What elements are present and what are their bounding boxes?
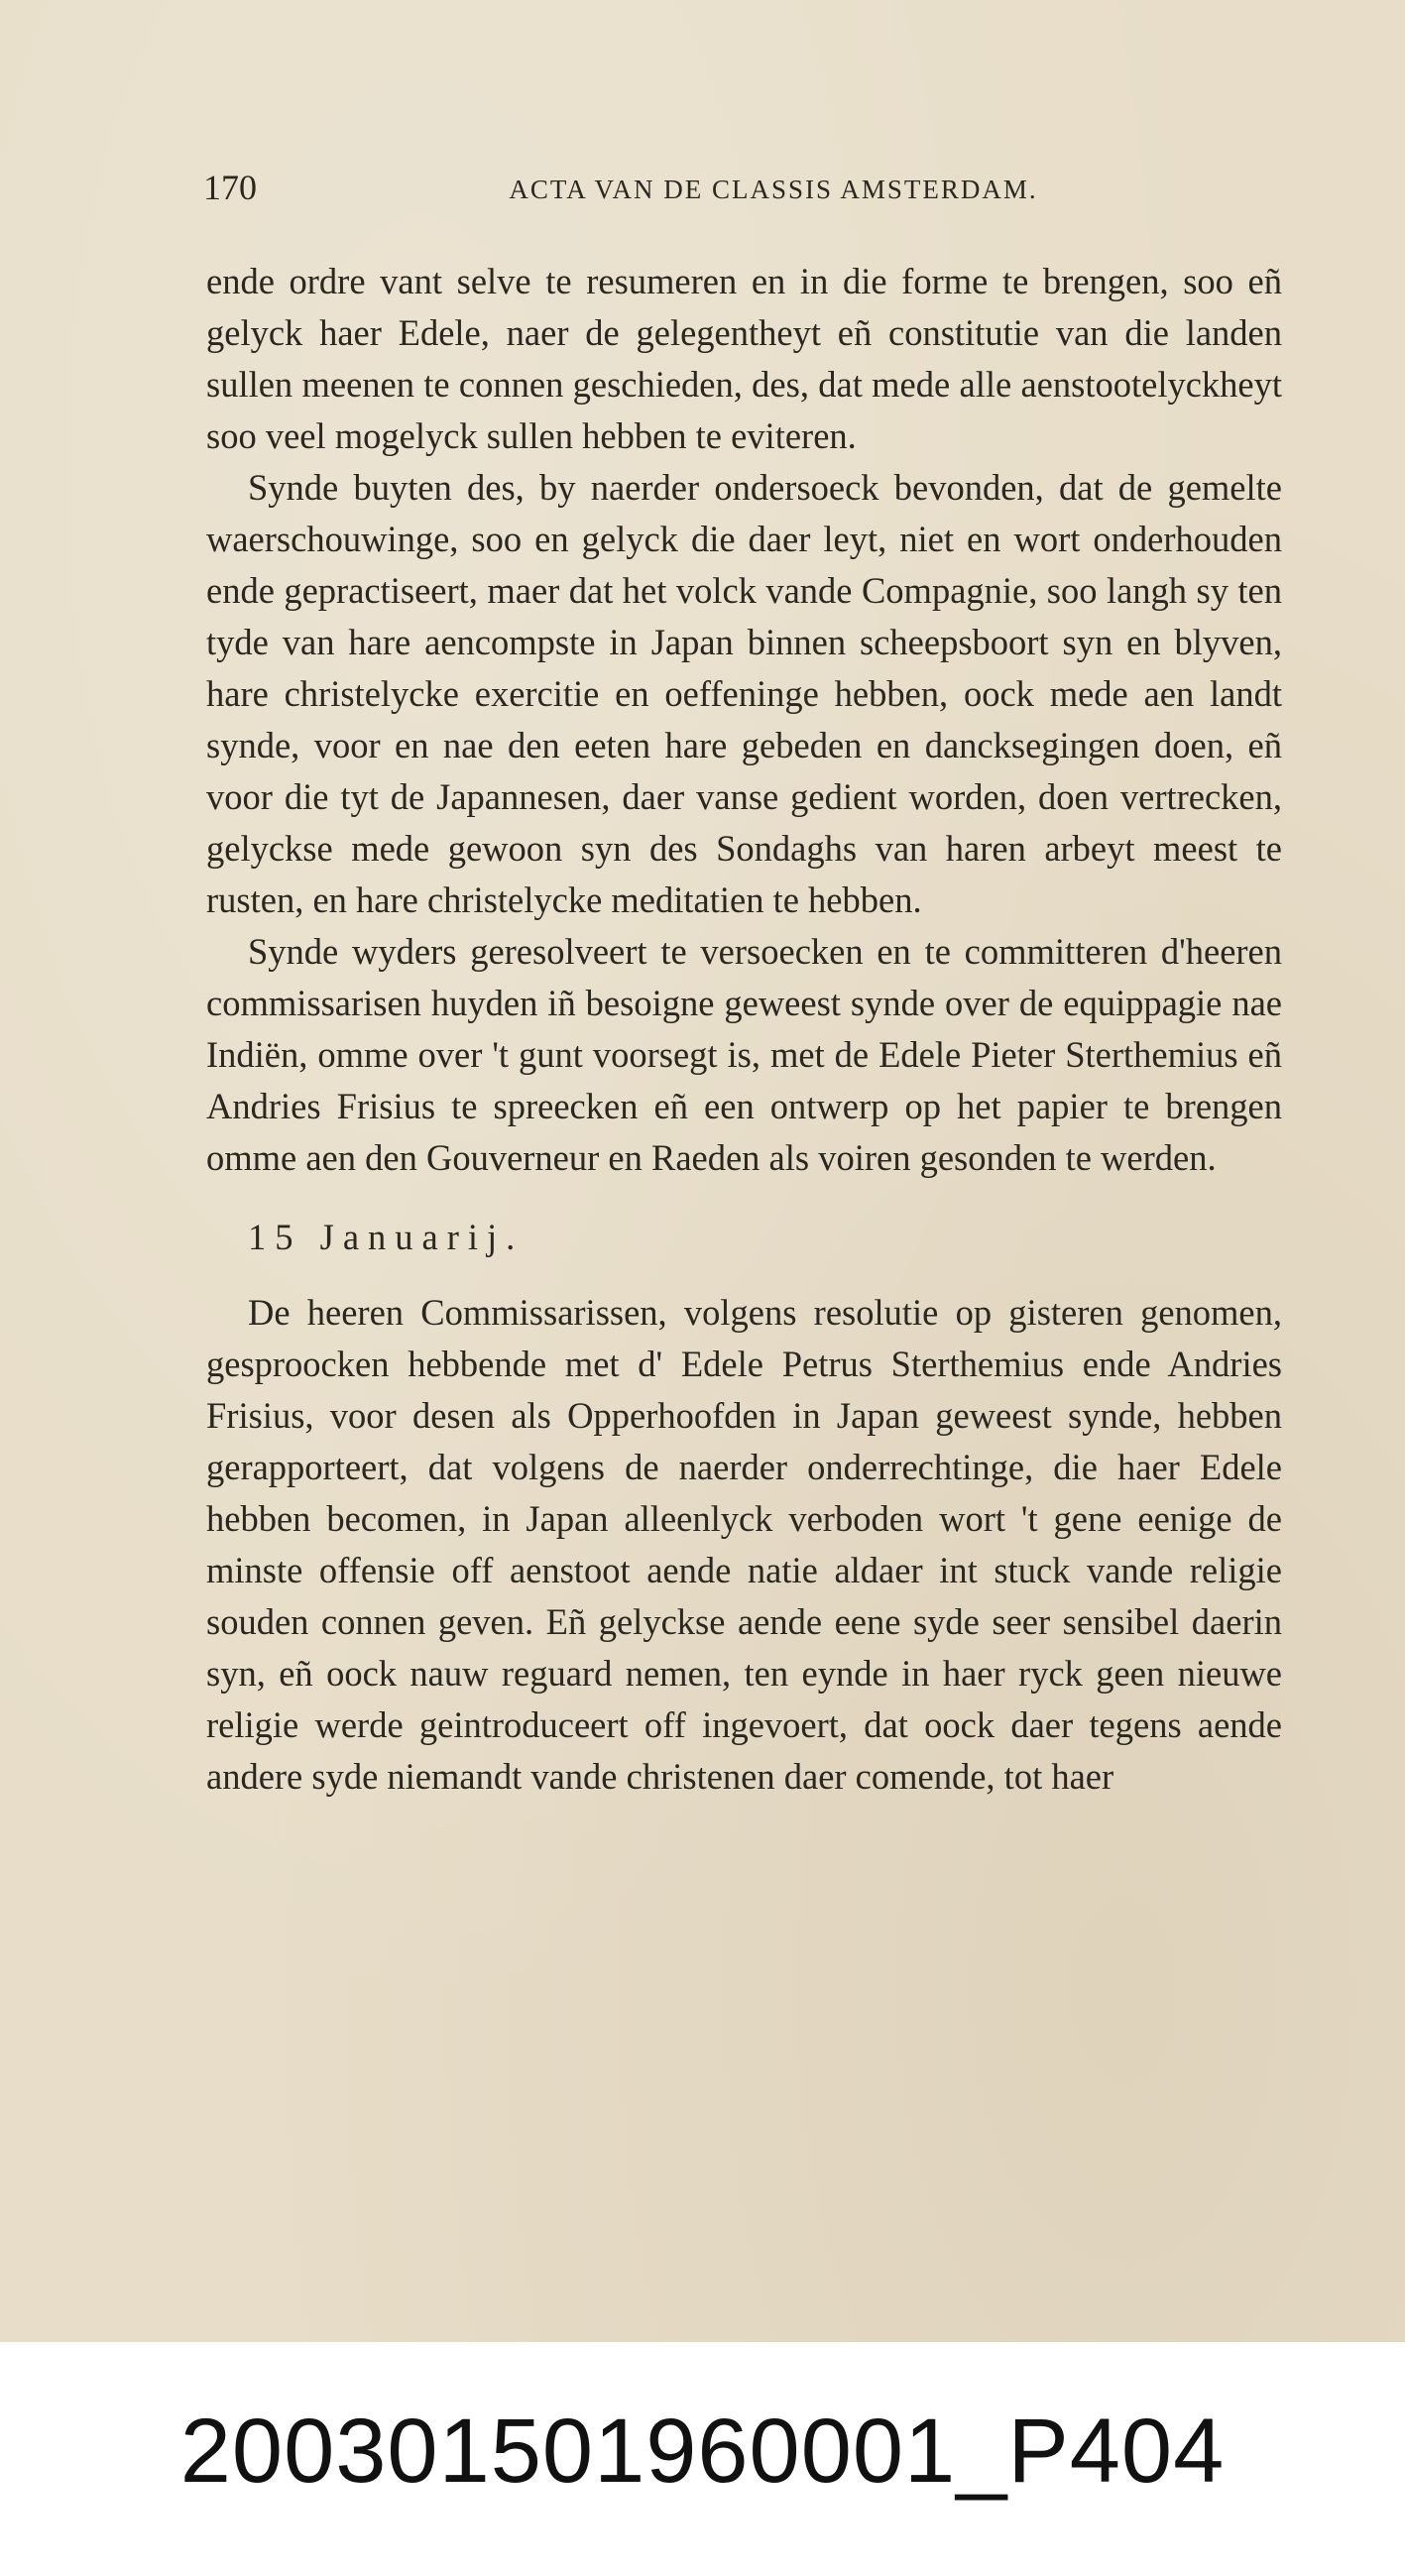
paragraph: Synde wyders geresolveert te versoecken en te committeren d'heeren commissarisen huyden iñ besoigne geweest synde over de equippagie nae Indiën, omme over 't gunt voorsegt is, met de Edele Pieter Sterthemius eñ Andries Frisius te spreecken eñ een ontwerp op het papier te brengen omme aen den Gouverneur en Raeden als voiren gesonden te werden.: [206, 931, 1282, 1178]
body-text: [206, 256, 1282, 1803]
image-caption: 20030150196000​1_P404: [179, 2400, 1226, 2502]
caption-bar: [0, 2342, 1405, 2576]
paragraph: De heeren Commissarissen, volgens resolutie op gisteren genomen, gesproocken hebbende met d' Edele Petrus Sterthemius ende Andries Frisius, voor desen als Opperhoofden in Japan geweest synde, hebben gerapporteert, dat volgens de naerder onderrechtinge, die haer Edele hebben becomen, in Japan alleenlyck verboden wort 't gene eenige de minste offensie off aenstoot aende natie aldaer int stuck vande religie souden connen geven. Eñ gelyckse aende eene syde seer sensibel daerin syn, eñ oock nauw reguard nemen, ten eynde in haer ryck geen nieuwe religie werde geintroduceert off ingevoert, dat oock daer tegens aende andere syde niemandt vande christenen daer comende, tot haer: [206, 1292, 1282, 1797]
running-head: [203, 167, 1284, 216]
date-heading: 15 Januarij.: [248, 1217, 525, 1257]
paragraph: ende ordre vant selve te resumeren en in die forme te brengen, soo eñ gelyck haer Edele, naer de gelegentheyt eñ constitutie van die landen sullen meenen te connen geschieden, des, dat mede alle aenstootelyckheyt soo veel mogelyck sullen hebben te eviteren.: [206, 261, 1282, 456]
page-number: 170: [203, 168, 257, 207]
running-head-title: ACTA VAN DE CLASSIS AMSTERDAM.: [509, 175, 1038, 204]
paragraph: Synde buyten des, by naerder ondersoeck bevonden, dat de gemelte waerschouwinge, soo en gelyck die daer leyt, niet en wort onderhouden ende gepractiseert, maer dat het volck vande Compagnie, soo langh sy ten tyde van hare aencompste in Japan binnen scheepsboort syn en blyven, hare christelycke exercitie en oeffeninge hebben, oock mede aen landt synde, voor en nae den eeten hare gebeden en dancksegingen doen, eñ voor die tyt de Japannesen, daer vanse gedient worden, doen vertrecken, gelyckse mede gewoon syn des Sondaghs van haren arbeyt meest te rusten, en hare christelycke meditatien te hebben.: [206, 467, 1282, 920]
